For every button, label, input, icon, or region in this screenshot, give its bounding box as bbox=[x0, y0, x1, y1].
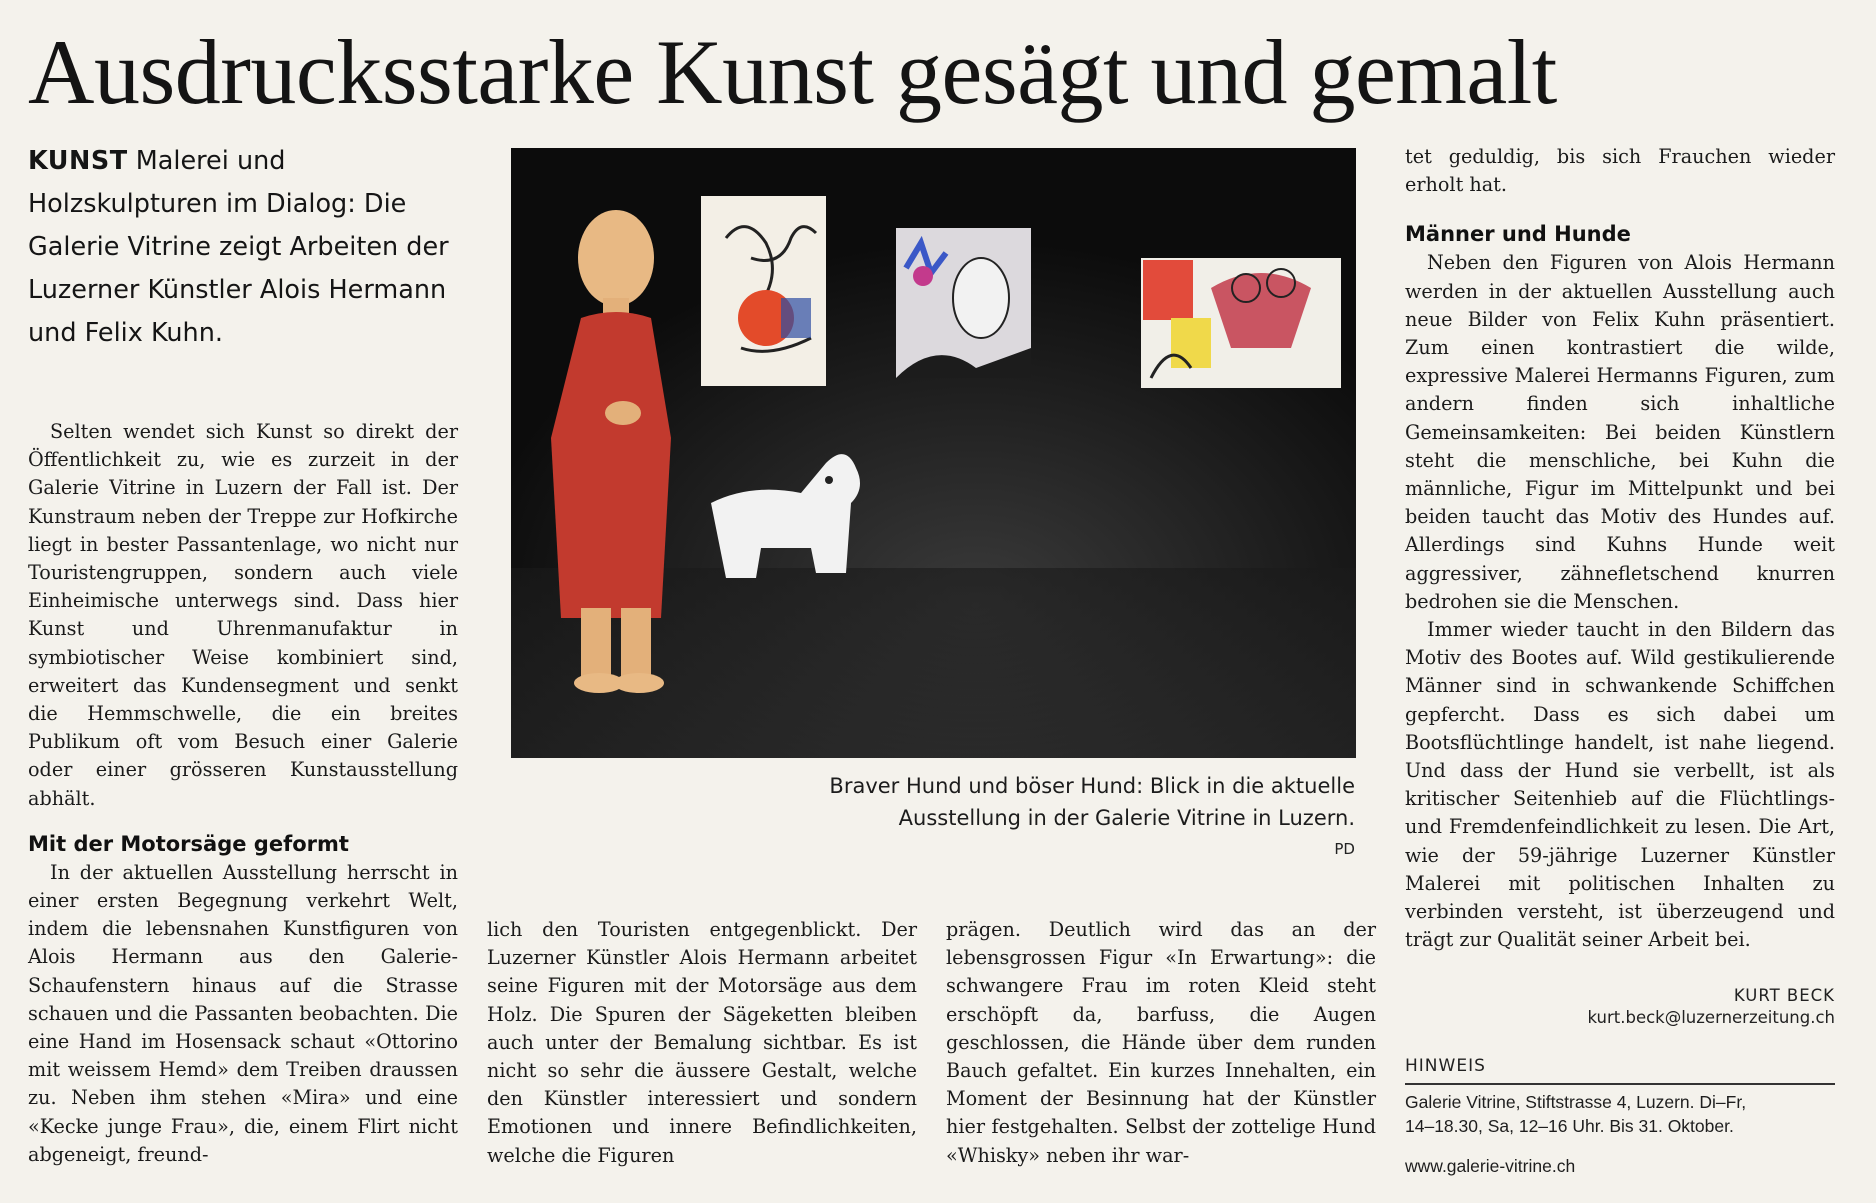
painting-middle bbox=[896, 228, 1031, 378]
col4-paragraph-0: tet geduldig, bis sich Frauchen wieder erholt hat. bbox=[1405, 145, 1835, 197]
subhead-motorsaege: Mit der Motorsäge geformt bbox=[28, 831, 349, 856]
col1-paragraph-2: In der aktuellen Ausstellung herrscht in einer ersten Begegnung verkehrt Welt, indem die lebensnahen Kunstfiguren von Alois Hermann aus den Galerie-Schaufenstern hinaus auf die Strasse schauen und die Passanten beobachten. Die eine Hand im Hosensack schaut «Ottorino mit weissem Hemd» dem Treiben draussen zu. Neben ihm stehen «Mira» und eine «Kecke junge Frau», die, einem Flirt nicht abgeneigt, freund- bbox=[28, 860, 458, 1166]
caption-line-2: Ausstellung in der Galerie Vitrine in Luzern. bbox=[898, 806, 1355, 830]
exhibition-photo-illustration bbox=[511, 148, 1356, 758]
col4-paragraph-1: Neben den Figuren von Alois Hermann werden in der aktuellen Ausstellung auch neue Bilder von Felix Kuhn präsentiert. Zum einen kontrastiert die wilde, expressive Malerei Hermanns Figuren, zum andern finden sich inhaltliche Gemeinsamkeiten: Bei beiden Künstlern steht die menschliche, bei Kuhn die männliche, Figur im Mittelpunkt und bei beiden taucht das Motiv des Hundes auf. Allerdings sind Kuhns Hunde weit aggressiver, zähnefletschend knurren bedrohen sie die Menschen. bbox=[1405, 251, 1835, 613]
hinweis-heading: HINWEIS bbox=[1405, 1056, 1486, 1076]
hinweis-line-2: 14–18.30, Sa, 12–16 Uhr. Bis 31. Oktober. bbox=[1405, 1116, 1734, 1136]
hinweis-url[interactable]: www.galerie-vitrine.ch bbox=[1405, 1156, 1576, 1176]
hinweis-divider bbox=[1405, 1083, 1835, 1085]
headline: Ausdrucksstarke Kunst gesägt und gemalt bbox=[28, 21, 1557, 123]
painting-right bbox=[1141, 258, 1341, 388]
photo-caption bbox=[560, 770, 1355, 834]
exhibition-photo bbox=[511, 148, 1356, 758]
photo-credit: PD bbox=[1334, 840, 1355, 858]
caption-line-1: Braver Hund und böser Hund: Blick in die aktuelle bbox=[829, 774, 1355, 798]
author-name: KURT BECK bbox=[1733, 986, 1835, 1005]
column-4 bbox=[1405, 143, 1835, 954]
lead-text bbox=[28, 140, 458, 355]
hinweis-line-1: Galerie Vitrine, Stiftstrasse 4, Luzern. Di–Fr, bbox=[1405, 1092, 1747, 1112]
column-3 bbox=[946, 916, 1376, 1170]
subhead-maenner-und-hunde: Männer und Hunde bbox=[1405, 222, 1631, 247]
lead-body: Malerei und Holzskulpturen im Dialog: Die Galerie Vitrine zeigt Arbeiten der Luzerner Künstler Alois Hermann und Felix Kuhn. bbox=[28, 146, 449, 348]
col4-paragraph-2: Immer wieder taucht in den Bildern das Motiv des Bootes auf. Wild gestikulierende Männer sind in schwankende Schiffchen gepfercht. Dass es sich dabei um Bootsflüchtlinge handelt, ist nahe liegend. Und dass der Hund sie verbellt, ist als kritischer Seitenhieb auf die Flüchtlings- und Fremdenfeindlichkeit zu lesen. Die Art, wie der 59-jährige Luzerner Künstler Malerei mit politischen Inhalten zu verbinden versteht, ist überzeugend und trägt zur Qualität seiner Arbeit bei. bbox=[1405, 618, 1835, 952]
author-email[interactable]: kurt.beck@luzernerzeitung.ch bbox=[1587, 1008, 1835, 1027]
col2-paragraph: lich den Touristen entgegenblickt. Der Luzerner Künstler Alois Hermann arbeitet seine Figuren mit der Motorsäge aus dem Holz. Die Spuren der Sägeketten bleiben auch unter der Bemalung sichtbar. Es ist nicht so sehr die äussere Gestalt, welche den Künstler interessiert und sondern Emotionen und innere Befindlichkeiten, welche die Figuren bbox=[487, 918, 917, 1167]
col3-paragraph: prägen. Deutlich wird das an der lebensgrossen Figur «In Erwartung»: die schwangere Frau im roten Kleid steht erschöpft da, barfuss, die Augen geschlossen, die Hände über dem runden Bauch gefaltet. Ein kurzes Innehalten, ein Moment der Besinnung hat der Künstler hier festgehalten. Selbst der zottelige Hund «Whisky» neben ihr war- bbox=[946, 918, 1376, 1167]
column-1 bbox=[28, 418, 458, 1169]
column-2 bbox=[487, 916, 917, 1170]
author-block bbox=[1400, 985, 1835, 1029]
hinweis-box bbox=[1405, 1090, 1835, 1178]
lead-kicker: KUNST bbox=[28, 146, 128, 176]
col1-paragraph-1: Selten wendet sich Kunst so direkt der Öffentlichkeit zu, wie es zurzeit in der Galerie Vitrine in Luzern der Fall ist. Der Kunstraum neben der Treppe zur Hofkirche liegt in bester Passantenlage, wo nicht nur Touristengruppen, sondern auch viele Einheimische unterwegs sind. Dass hier Kunst und Uhrenmanufaktur in symbiotischer Weise kombiniert sind, erweitert das Kundensegment und senkt die Hemmschwelle, die ein breites Publikum oft vom Besuch einer Galerie oder einer grösseren Kunstausstellung abhält. bbox=[28, 420, 458, 810]
painting-left bbox=[701, 196, 826, 386]
